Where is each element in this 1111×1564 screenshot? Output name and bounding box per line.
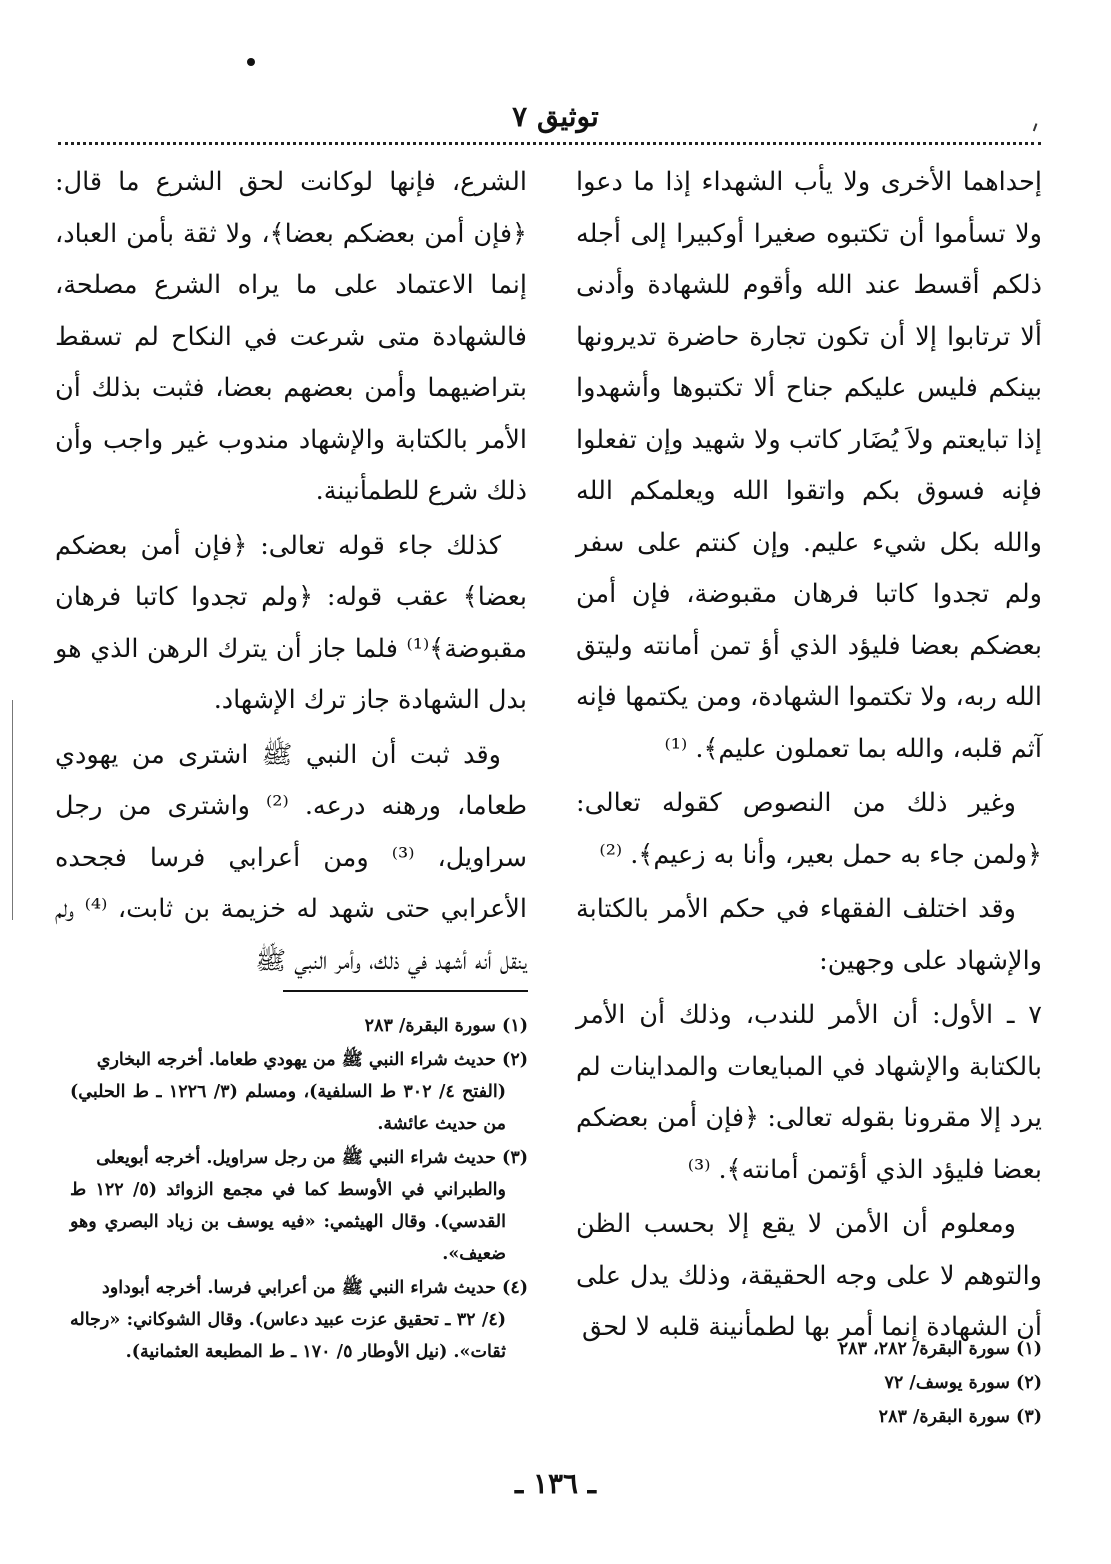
footnote-continuation: (٤/ ٣٢ ـ تحقيق عزت عبيد دعاس). وقال الشوكاني: «رجاله ثقات». (نيل الأوطار ٥/ ١٧٠ ـ ط المطبعة العثمانية).	[70, 1310, 506, 1362]
paragraph: الشرع، فإنها لوكانت لحق الشرع ما قال: ﴿فإن أمن بعضكم بعضا﴾، ولا ثقة بأمن العباد، إنما الاعتماد على ما يراه الشرع مصلحة، فالشهادة متى شرعت في النكاح لم تسقط بتراضيهما وأمن بعضهم بعضا، فثبت بذلك أن الأمر بالكتابة والإشهاد مندوب غير واجب وأن ذلك شرع للطمأنينة.	[55, 167, 527, 506]
footnote-text: سورة البقرة/ ٢٨٢، ٢٨٣	[838, 1339, 1010, 1359]
footnote-number: (١)	[502, 1016, 528, 1036]
paragraph: إحداهما الأخرى ولا يأب الشهداء إذا ما دعوا ولا تسأموا أن تكتبوه صغيرا أوكبيرا إلى أجله ذلكم أقسط عند الله وأقوم للشهادة وأدنى ألا ترتابوا إلا أن تكون تجارة حاضرة تديرونها بينكم فليس عليكم جناح ألا تكتبوها وأشهدوا إذا تبايعتم ولاَ يُضَار كاتب ولا شهيد وإن تفعلوا فإنه فسوق بكم واتقوا الله ويعلمكم الله والله بكل شيء عليم. وإن كنتم على سفر ولم تجدوا كاتبا فرهان مقبوضة، فإن أمن بعضكم بعضا فليؤد الذي أؤ تمن أمانته وليتق الله ربه، ولا تكتموا الشهادة، ومن يكتمها فإنه آثم قلبه، والله بما تعملون عليم﴾. ⁽¹⁾	[576, 167, 1042, 764]
paragraph: كذلك جاء قوله تعالى: ﴿فإن أمن بعضكم بعضا﴾ عقب قوله: ﴿ولم تجدوا كاتبا فرهان مقبوضة﴾⁽¹⁾ فلما جاز أن يترك الرهن الذي هو بدل الشهادة جاز ترك الإشهاد.	[55, 530, 527, 715]
footnote	[70, 1272, 528, 1368]
footnote-text: سورة البقرة/ ٢٨٣	[364, 1016, 496, 1036]
footnote-separator	[283, 990, 528, 992]
footnote	[802, 1333, 1042, 1365]
footnotes-right	[802, 1333, 1042, 1435]
footnote	[802, 1401, 1042, 1433]
footnote	[70, 1044, 528, 1140]
left-margin-line	[12, 700, 15, 920]
footnote	[70, 1142, 528, 1270]
footnote-number: (٤)	[502, 1278, 528, 1298]
footnote-text: سورة البقرة/ ٢٨٣	[878, 1407, 1010, 1427]
running-header: توثيق ٧	[512, 100, 599, 133]
ink-dot	[247, 58, 255, 66]
footnote-number: (٢)	[502, 1050, 528, 1070]
footnote-text: حديث شراء النبي ﷺ من أعرابي فرسا. أخرجه أبوداود	[101, 1278, 496, 1298]
paragraph: وقد اختلف الفقهاء في حكم الأمر بالكتابة والإشهاد على وجهين:	[576, 894, 1042, 976]
footnote-text: سورة يوسف/ ٧٢	[884, 1373, 1010, 1393]
footnotes-left	[70, 1010, 528, 1370]
page-number: ـ ١٣٦ ـ	[514, 1467, 597, 1500]
footnote	[70, 1010, 528, 1042]
right-column	[576, 157, 1042, 1357]
paragraph: وغير ذلك من النصوص كقوله تعالى: ﴿ولمن جاء به حمل بعير، وأنا به زعيم﴾. ⁽²⁾	[576, 788, 1042, 870]
footnote-number: (٣)	[502, 1148, 528, 1168]
paragraph: ٧ ـ الأول: أن الأمر للندب، وذلك أن الأمر بالكتابة والإشهاد في المبايعات والمداينات لم يرد إلا مقرونا بقوله تعالى: ﴿فإن أمن بعضكم بعضا فليؤد الذي أؤتمن أمانته﴾. ⁽³⁾	[576, 1000, 1042, 1185]
footnote-number: (٣)	[1016, 1407, 1042, 1427]
header-dotted-rule	[58, 142, 1041, 145]
footnote	[802, 1367, 1042, 1399]
footnote-continuation: والطبراني في الأوسط كما في مجمع الزوائد (٥/ ١٢٢ ط القدسي). وقال الهيثمي: «فيه يوسف بن زياد البصري وهو ضعيف».	[70, 1180, 506, 1264]
footnote-number: (١)	[1016, 1339, 1042, 1359]
left-column	[55, 157, 527, 990]
footnote-text: حديث شراء النبي ﷺ من رجل سراويل. أخرجه أبويعلى	[96, 1148, 496, 1168]
paragraph: ومعلوم أن الأمن لا يقع إلا بحسب الظن والتوهم لا على وجه الحقيقة، وذلك يدل على أن الشهادة إنما أمر بها لطمأنينة قلبه لا لحق	[576, 1209, 1042, 1342]
footnote-continuation: (الفتح ٤/ ٣٠٢ ط السلفية)، ومسلم (٣/ ١٢٢٦ ـ ط الحلبي) من حديث عائشة.	[70, 1082, 507, 1134]
footnote-number: (٢)	[1016, 1373, 1042, 1393]
footnote-text: حديث شراء النبي ﷺ من يهودي طعاما. أخرجه البخاري	[96, 1050, 496, 1070]
paragraph: وقد ثبت أن النبي ﷺ اشترى من يهودي طعاما، ورهنه درعه. ⁽²⁾ واشترى من رجل سراويل، ⁽³⁾ ومن أعرابي فرسا فجحده الأعرابي حتى شهد له خزيمة بن ثابت، ⁽⁴⁾ ولم ينقل أنه أشهد في ذلك، وأمر النبي ﷺ	[55, 739, 527, 976]
